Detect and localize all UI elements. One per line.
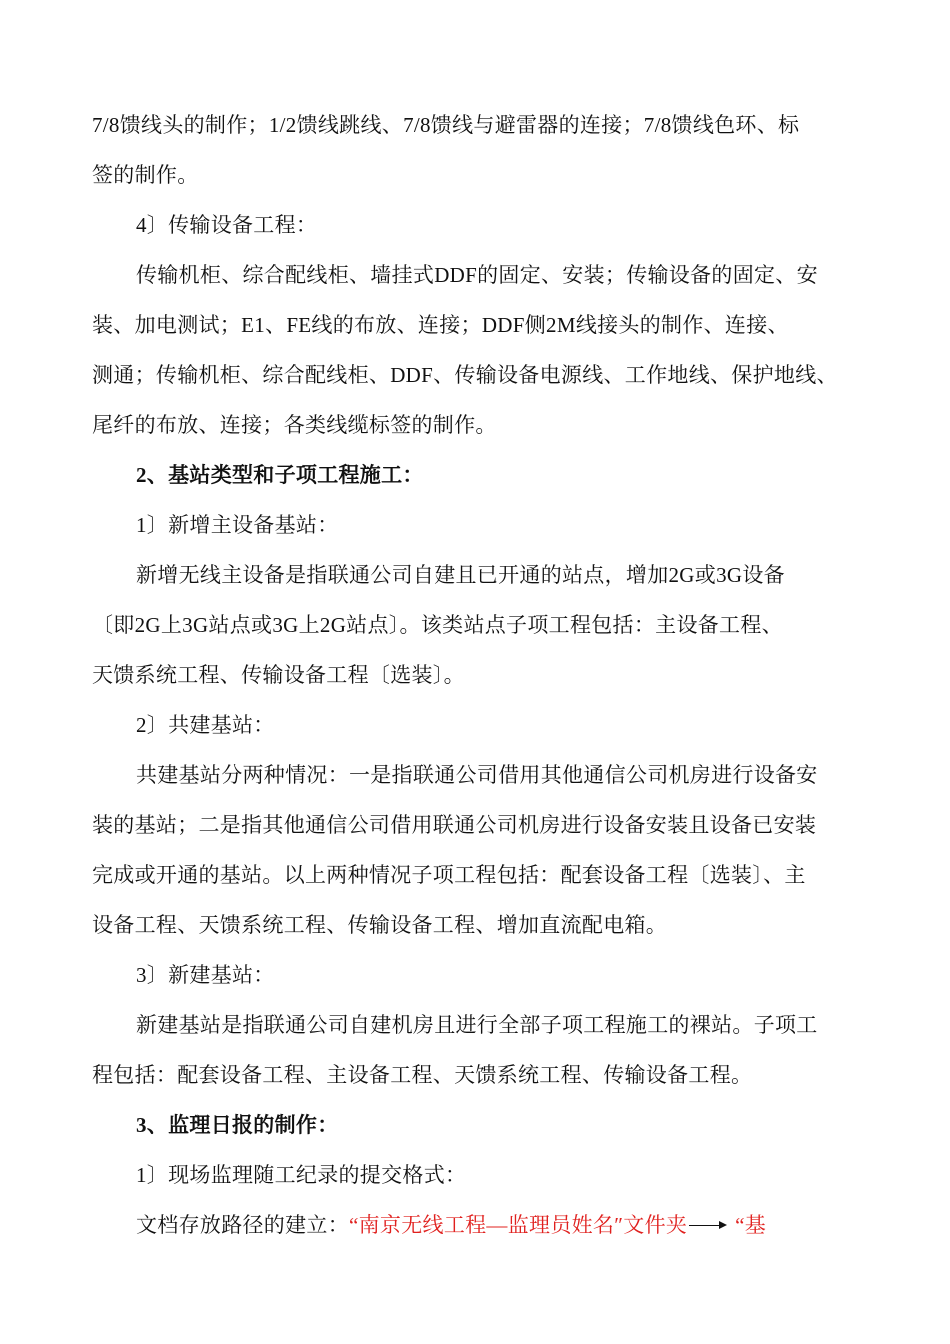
text-line: 签的制作。 (92, 163, 199, 187)
subsection-heading: 1〕新增主设备基站： (136, 513, 339, 537)
text-line: 测通；传输机柜、综合配线柜、DDF、传输设备电源线、工作地线、保护地线、 (92, 363, 838, 387)
path-next-folder: “基 (735, 1213, 767, 1237)
right-arrow-icon (689, 1210, 729, 1240)
text-line: 完成或开通的基站。以上两种情况子项工程包括：配套设备工程〔选装〕、主 (92, 863, 806, 887)
path-folder-name: “南京无线工程—监理员姓名″文件夹 (349, 1213, 688, 1237)
text-line: 程包括：配套设备工程、主设备工程、天馈系统工程、传输设备工程。 (92, 1063, 753, 1087)
text-line: 7/8馈线头的制作；1/2馈线跳线、7/8馈线与避雷器的连接；7/8馈线色环、标 (92, 113, 800, 137)
text-line: 新建基站是指联通公司自建机房且进行全部子项工程施工的裸站。子项工 (136, 1013, 818, 1037)
subsection-heading: 1〕现场监理随工纪录的提交格式： (136, 1163, 467, 1187)
text-line: 天馈系统工程、传输设备工程〔选装〕。 (92, 663, 465, 687)
subsection-heading: 3〕新建基站： (136, 963, 275, 987)
path-line-prefix: 文档存放路径的建立： (136, 1213, 349, 1237)
subsection-heading: 2〕共建基站： (136, 713, 275, 737)
text-line: 装、加电测试；E1、FE线的布放、连接；DDF侧2M线接头的制作、连接、 (92, 313, 789, 337)
text-line: 共建基站分两种情况：一是指联通公司借用其他通信公司机房进行设备安 (136, 763, 818, 787)
section-heading: 2、基站类型和子项工程施工： (136, 463, 424, 487)
path-line (136, 1210, 882, 1240)
text-line: 〔即2G上3G站点或3G上2G站点〕。该类站点子项工程包括：主设备工程、 (92, 613, 783, 637)
text-line: 设备工程、天馈系统工程、传输设备工程、增加直流配电箱。 (92, 913, 668, 937)
text-line: 装的基站；二是指其他通信公司借用联通公司机房进行设备安装且设备已安装 (92, 813, 817, 837)
text-line: 传输机柜、综合配线柜、墙挂式DDF的固定、安装；传输设备的固定、安 (136, 263, 818, 287)
text-line: 尾纤的布放、连接；各类线缆标签的制作。 (92, 413, 497, 437)
section-heading: 3、监理日报的制作： (136, 1113, 339, 1137)
subsection-heading: 4〕传输设备工程： (136, 213, 318, 237)
text-line: 新增无线主设备是指联通公司自建且已开通的站点，增加2G或3G设备 (136, 563, 785, 587)
